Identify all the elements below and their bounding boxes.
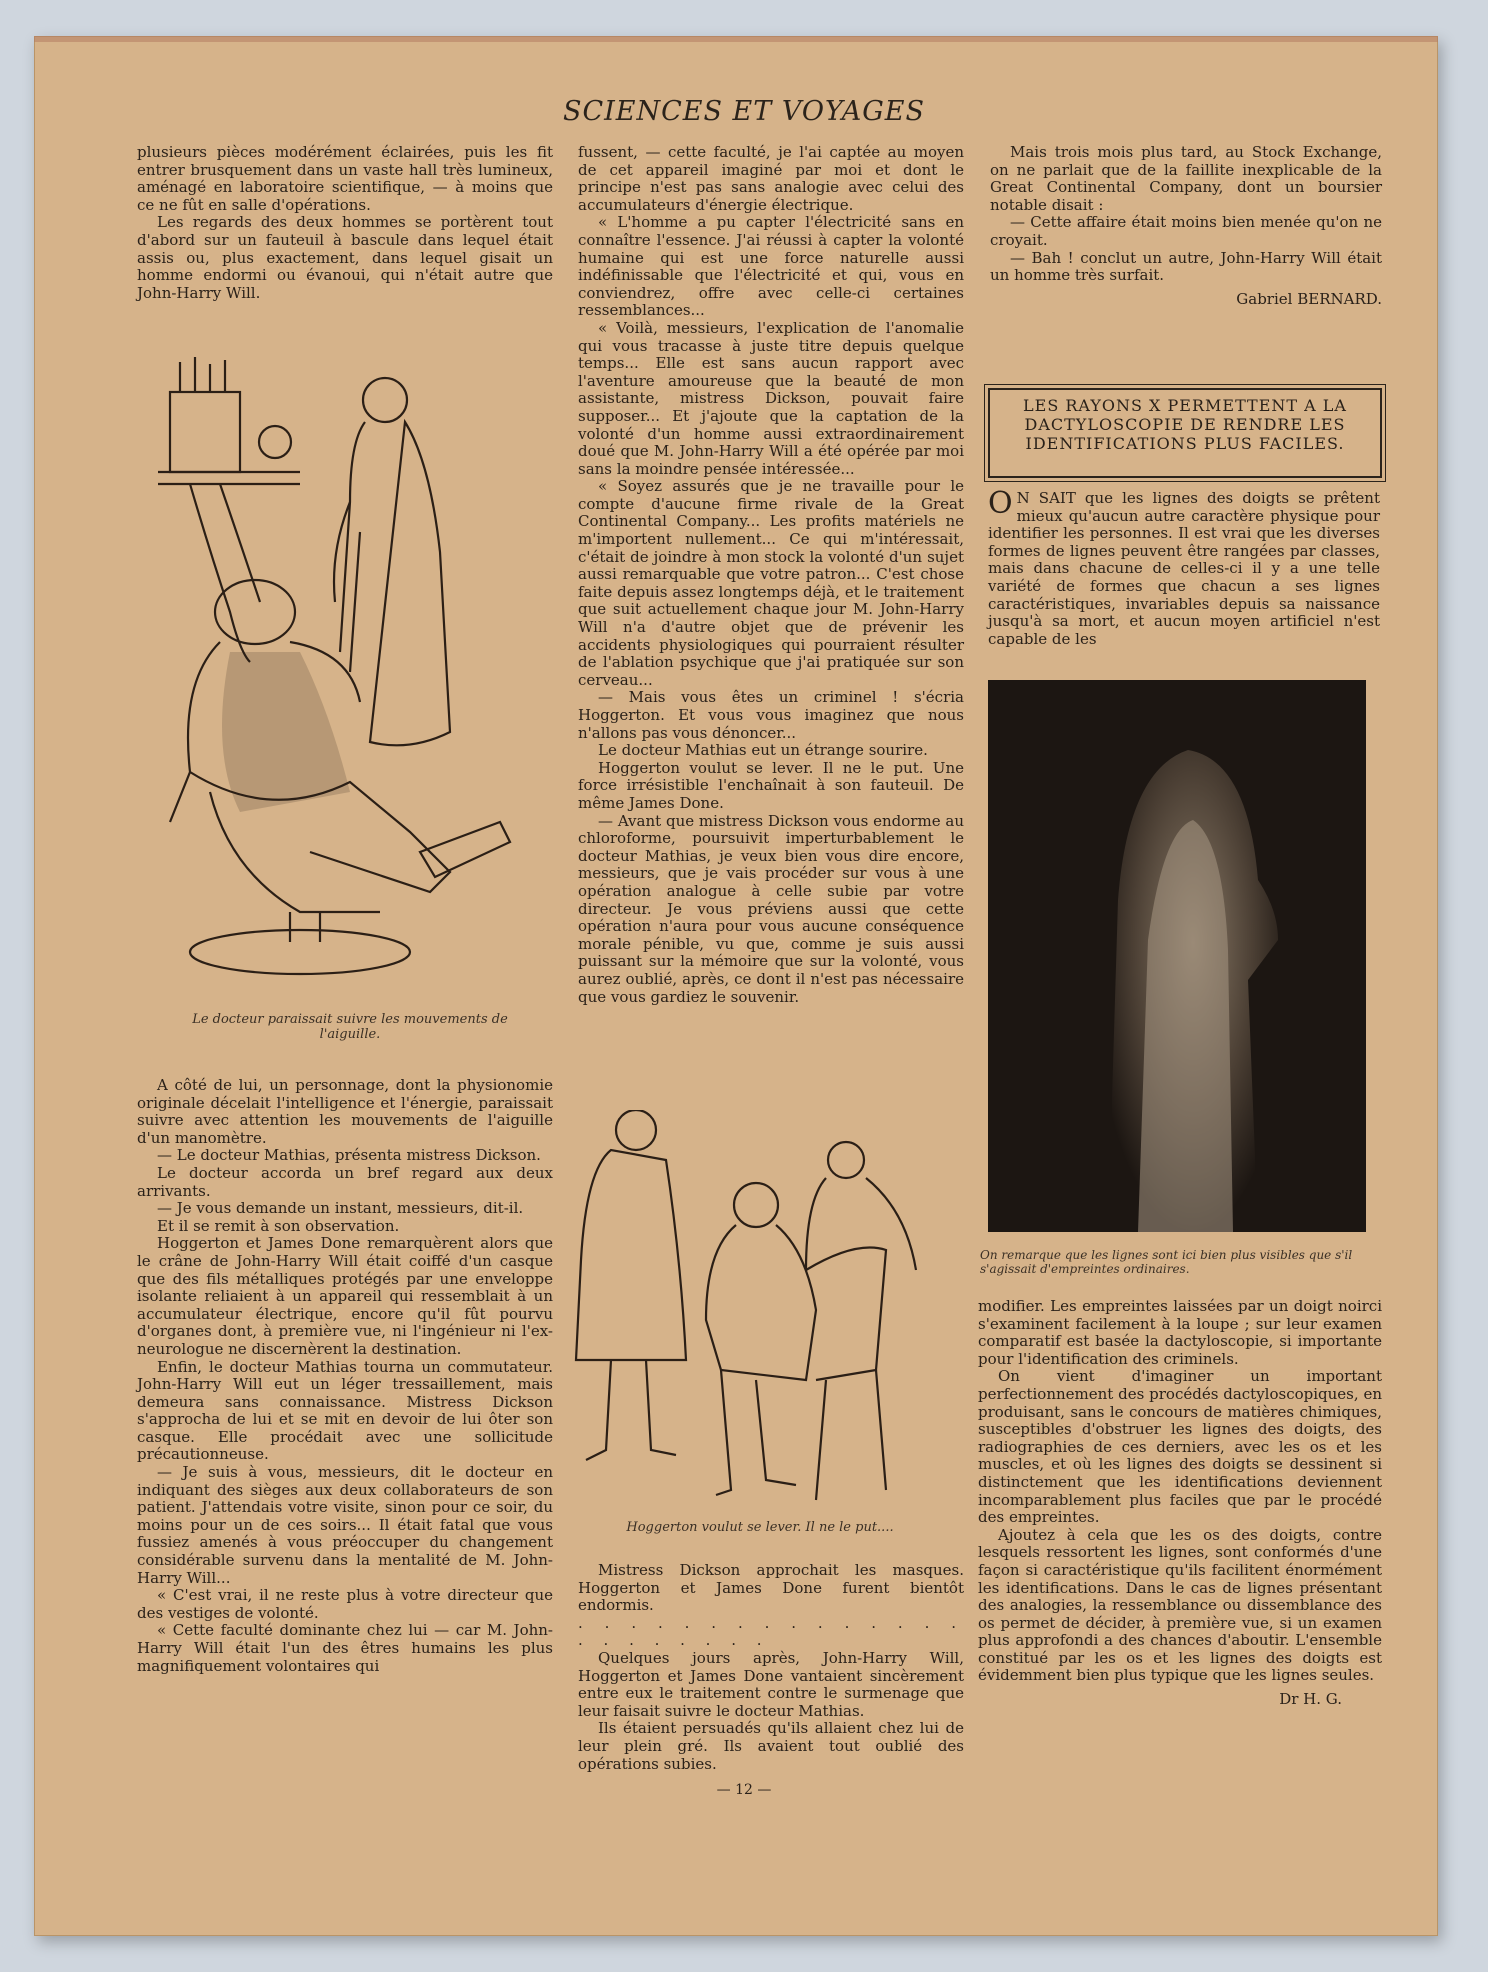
paragraph: Mais trois mois plus tard, au Stock Exchange, on ne parlait que de la faillite inexplicable de la Great Continental Company, dont un boursier notable disait : [990,143,1382,214]
drop-cap: O [988,486,1013,521]
paragraph: — Je vous demande un instant, messieurs, dit-il. [157,1199,524,1218]
column-1-top [137,144,553,302]
paragraph: « Soyez assurés que je ne travaille pour le compte d'aucune firme rivale de la Great Continental Company... Les profits matériels ne m'importent nullement... Ce qui m'intéressait, c'était de joindre à mon stock la volonté d'un sujet aussi remarquable que votre patron... C'est chose faite depuis assez longtemps déjà, et le traitement que suit actuellement chaque jour M. John-Harry Will n'a d'autre objet que de prévenir les accidents physiologiques qui pourraient résulter de l'ablation psychique que j'ai pratiquée sur son cerveau... [578,477,964,689]
paragraph: A côté de lui, un personnage, dont la physionomie originale décelait l'intelligence et l'énergie, paraissait suivre avec attention les mouvements de l'aiguille d'un manomètre. [137,1076,553,1147]
illustration-caption: Hoggerton voulut se lever. Il ne le put.... [626,1520,894,1535]
page-number: — 12 — [716,1782,772,1798]
illustration-hoggerton-seated [556,1110,956,1510]
paragraph: Quelques jours après, John-Harry Will, Hoggerton et James Done vantaient sincèrement entre eux le traitement contre le surmenage que leur faisait suivre le docteur Mathias. [578,1648,964,1720]
paragraph: Ils étaient persuadés qu'ils allaient chez lui de leur plein gré. Ils avaient tout oublié des opérations subies. [578,1719,964,1773]
paragraph: Les regards des deux hommes se portèrent tout d'abord sur un fauteuil à bascule dans lequel était assis ou, plus exactement, dans lequel gisait un homme endormi ou évanoui, qui n'était autre que John-Harry Will. [137,213,553,302]
paragraph: — Bah ! conclut un autre, John-Harry Will était un homme très surfait. [990,248,1382,285]
paragraph: N SAIT que les lignes des doigts se prêtent mieux qu'aucun autre caractère physique pour identifier les personnes. Il est vrai que les diverses formes de lignes peuvent être rangées par classes, mais dans chacune de celles-ci il y a une telle variété de formes que chacun a ses lignes caractéristiques, invariables depuis sa naissance jusqu'à sa mort, et aucun moyen artificiel n'est capable de les [988,489,1380,648]
paragraph: — Mais vous êtes un criminel ! s'écria Hoggerton. Et vous vous imaginez que nous n'allons pas vous dénoncer... [578,688,964,742]
author-signature: Dr H. G. [1279,1690,1342,1709]
column-3-top [990,144,1382,308]
paragraph: modifier. Les empreintes laissées par un doigt noirci s'examinent facilement à la loupe ; sur leur examen comparatif est basée la dactyloscopie, si importante pour l'identification des criminels. [978,1297,1382,1368]
paragraph: — Je suis à vous, messieurs, dit le docteur en indiquant des sièges aux deux collaborateurs de son patient. J'attendais votre visite, sinon pour ce soir, du moins pour un de ces soirs... Il était fatal que vous fussiez amenés à vous préoccuper du changement considérable survenu dans la mentalité de M. John-Harry Will... [137,1463,553,1587]
illustration-doctor-and-patient [150,352,540,992]
paragraph: fussent, — cette faculté, je l'ai captée au moyen de cet appareil imaginé par moi et dont le principe n'est pas sans analogie avec celui des accumulateurs d'énergie électrique. [578,143,964,214]
paragraph: Hoggerton voulut se lever. Il ne le put. Une force irrésistible l'enchaînait à son fauteuil. De même James Done. [578,758,964,812]
paragraph: On vient d'imaginer un important perfectionnement des procédés dactyloscopiques, en produisant, sans le concours de matières chimiques, susceptibles d'obstruer les lignes des doigts, des radiographies de ces derniers, avec les os et les muscles, et où les lignes des doigts se dessinent si distinctement que les identifications deviennent incomparablement plus faciles que par le procédé des empreintes. [978,1367,1382,1527]
paragraph: Enfin, le docteur Mathias tourna un commutateur. John-Harry Will eut un léger tressaillement, mais demeura sans connaissance. Mistress Dickson s'approcha de lui et se mit en devoir de lui ôter son casque. Elle procédait avec une sollicitude précautionneuse. [137,1357,553,1464]
article-title-box [988,388,1382,478]
paragraph: « L'homme a pu capter l'électricité sans en connaître l'essence. J'ai réussi à capter la volonté humaine qui est une force naturelle aussi indéfinissable que l'électricité et qui, vous en conviendrez, offre avec celle-ci certaines ressemblances... [578,213,964,320]
paragraph: « Cette faculté dominante chez lui — car M. John-Harry Will était l'un des êtres humains les plus magnifiquement volontaires qui [137,1621,553,1675]
paragraph: Hoggerton et James Done remarquèrent alors que le crâne de John-Harry Will était coiffé d'un casque que des fils métalliques protégés par une enveloppe isolante reliaient à un appareil qui ressemblait à un accumulateur électrique, encore qu'il fût pourvu d'organes dont, à première vue, ni l'ingénieur ni l'ex-neurologue ne discernèrent la destination. [137,1234,553,1358]
separator-dots: . . . . . . . . . . . . . . . . . . . . . . . [578,1613,964,1650]
paragraph: « C'est vrai, il ne reste plus à votre directeur que des vestiges de volonté. [137,1586,553,1622]
paragraph: « Voilà, messieurs, l'explication de l'anomalie qui vous tracasse à juste titre depuis quelque temps... Elle est sans aucun rapport avec l'aventure amoureuse que la beauté de mon assistante, mistress Dickson, pouvait faire supposer... Et j'ajoute que la captation de la volonté d'un homme aussi extraordinairement doué que M. John-Harry Will a été opérée par moi sans la moindre pensée intéressée... [578,318,964,478]
author-signature: Gabriel BERNARD. [1236,289,1382,308]
paragraph: Ajoutez à cela que les os des doigts, contre lesquels ressortent les lignes, sont conformés d'une façon si caractéristique qu'ils facilitent énormément les identifications. Dans le cas de lignes présentant des analogies, la ressemblance ou dissemblance des os permet de décider, à première vue, si un examen plus approfondi a des chances d'aboutir. L'ensemble constitué par les os et les lignes des doigts est évidemment bien plus typique que les lignes seules. [978,1525,1382,1685]
paragraph: — Avant que mistress Dickson vous endorme au chloroforme, poursuivit imperturbablement le docteur Mathias, je veux bien vous dire encore, messieurs, que je vais procéder sur vous à une opération analogue à celle subie par votre directeur. Je vous préviens aussi que cette opération n'aura pour vous aucune conséquence morale pénible, vu que, comme je suis aussi puissant sur la mémoire que sur la volonté, vous aurez oublié, après, ce dont il n'est pas nécessaire que vous gardiez le souvenir. [578,811,964,1006]
paragraph: Mistress Dickson approchait les masques. Hoggerton et James Done furent bientôt endormis. [578,1561,964,1615]
illustration-caption: Le docteur paraissait suivre les mouvements de l'aiguille. [192,1012,508,1042]
column-2-top [578,144,964,1006]
column-2-bottom [578,1562,964,1773]
article-intro [988,486,1380,648]
column-1-bottom [137,1077,553,1675]
xray-finger-image [988,680,1366,1232]
paragraph: — Cette affaire était moins bien menée qu'on ne croyait. [990,213,1382,249]
xray-finger-photo [988,680,1366,1232]
article-title: LES RAYONS X PERMETTENT A LA DACTYLOSCOPIE DE RENDRE LES IDENTIFICATIONS PLUS FACILES. [1023,396,1347,453]
page-header: SCIENCES ET VOYAGES [562,96,926,127]
photo-caption: On remarque que les lignes sont ici bien plus visibles que s'il s'agissait d'empreintes ordinaires. [980,1248,1353,1276]
paragraph: Le docteur accorda un bref regard aux deux arrivants. [137,1163,553,1200]
paragraph: — Le docteur Mathias, présenta mistress Dickson. [157,1146,541,1165]
paragraph: Le docteur Mathias eut un étrange sourire. [598,741,928,760]
paragraph: plusieurs pièces modérément éclairées, puis les fit entrer brusquement dans un vaste hall très lumineux, aménagé en laboratoire scientifique, — à moins que ce ne fût en salle d'opérations. [137,143,553,214]
paragraph: Et il se remit à son observation. [157,1216,400,1235]
column-3-bottom [978,1298,1382,1709]
